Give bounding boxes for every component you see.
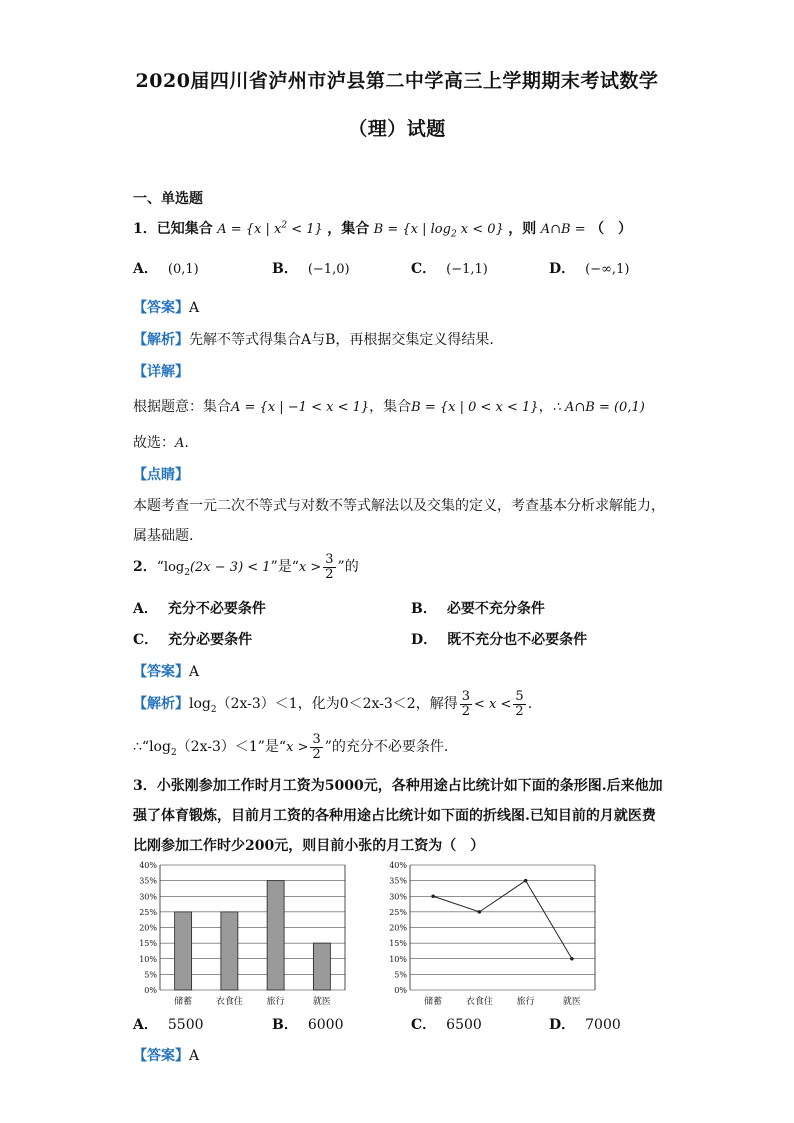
q1-set-b: B = {x | $\log_2 x < 0$} xyxy=(373,222,504,240)
bar-chart-y-tick-label: 5% xyxy=(144,970,157,980)
bar-chart-y-tick-label: 40% xyxy=(139,861,157,870)
paper-title-line-1: 2020届四川省泸州市泸县第二中学高三上学期期末考试数学 xyxy=(135,70,659,92)
bar-chart-bar xyxy=(221,912,238,990)
q2-option-a[interactable]: A． 充分不必要条件 xyxy=(133,601,266,617)
bar-chart-y-tick-label: 10% xyxy=(139,954,157,964)
line-chart-x-tick-label: 旅行 xyxy=(516,997,535,1007)
bar-chart-bar xyxy=(175,912,192,990)
q1-stem xyxy=(133,218,632,240)
q3-option-c[interactable]: C． 6500 xyxy=(411,1017,482,1033)
line-chart-y-tick-label: 40% xyxy=(389,861,407,870)
bar-chart-y-tick-label: 25% xyxy=(139,907,157,917)
bar-chart-bar xyxy=(313,943,330,990)
bar-chart-x-tick-label: 储蓄 xyxy=(174,997,193,1007)
q2-option-d[interactable]: D． 既不充分也不必要条件 xyxy=(411,632,588,648)
line-chart-y-tick-label: 35% xyxy=(389,876,407,886)
q1-detail-heading: 【详解】 xyxy=(133,364,189,380)
q1-comment-line-1: 本题考查一元二次不等式与对数不等式解法以及交集的定义，考查基本分析求解能力， xyxy=(133,498,665,514)
q1-analysis: 【解析】先解不等式得集合A与B，再根据交集定义得结果. xyxy=(133,332,494,348)
q1-option-c[interactable]: C． (−1,1) xyxy=(411,261,488,277)
line-chart-x-tick-label: 储蓄 xyxy=(424,997,443,1007)
line-chart-y-tick-label: 0% xyxy=(394,986,407,995)
q3-stem-line-2: 强了体育锻炼，目前月工资的各种用途占比统计如下面的折线图.已知目前的月就医费 xyxy=(133,808,656,824)
bar-chart-y-tick-label: 30% xyxy=(139,892,157,902)
bar-chart-x-tick-label: 就医 xyxy=(312,997,331,1007)
q3-answer: 【答案】A xyxy=(133,1048,200,1064)
bar-chart-y-tick-label: 15% xyxy=(139,939,157,949)
q1-set-a: A = {x | $x^2 < 1$} xyxy=(217,220,323,237)
bar-chart-bar xyxy=(267,881,284,990)
bar-chart-x-tick-label: 旅行 xyxy=(266,997,285,1007)
q3-stem-line-1: 3．小张刚参加工作时月工资为5000元，各种用途占比统计如下面的条形图.后来他加 xyxy=(133,778,663,794)
q2-answer: 【答案】A xyxy=(133,664,200,680)
line-chart-x-tick-label: 衣食住 xyxy=(465,997,493,1007)
bar-chart-y-tick-label: 20% xyxy=(139,923,157,933)
line-chart-y-tick-label: 15% xyxy=(389,939,407,949)
line-chart-point xyxy=(478,910,482,914)
q1-answer: 【答案】A xyxy=(133,300,200,316)
q2-analysis: 【解析】$\log_2(2x-3)<1$，化为0＜2x-3＜2，解得 $\frac{3}{2}$ < x < $\frac{5}{2}$ . xyxy=(133,689,533,719)
q2-conclusion: $\therefore“\log_2(2x-3)<1$”是“x > $\frac{3}{2}$ ”的充分不必要条件. xyxy=(133,732,449,762)
q3-line-chart xyxy=(380,860,605,1010)
line-chart-y-tick-label: 10% xyxy=(389,954,407,964)
bar-chart-y-tick-label: 35% xyxy=(139,876,157,886)
q1-option-d[interactable]: D． (−∞,1) xyxy=(549,261,630,277)
q1-expression: A∩B = xyxy=(540,222,586,237)
q1-comment-heading: 【点睛】 xyxy=(133,467,189,483)
line-chart-y-tick-label: 25% xyxy=(389,907,407,917)
q1-option-b[interactable]: B． (−1,0) xyxy=(272,261,350,277)
line-chart-x-tick-label: 就医 xyxy=(562,997,581,1007)
bar-chart-x-tick-label: 衣食住 xyxy=(215,997,243,1007)
q2-stem: 2．“$\log_2(2x - 3) < 1$”是“x > $\frac{3}{2}$ ”的 xyxy=(133,552,359,582)
q1-detail: 根据题意：集合A = {x | −1 < x < 1}，集合B = {x | 0 < x < 1}，∴ A∩B = (0,1) xyxy=(133,399,645,415)
paper-title-line-2: （理）试题 xyxy=(348,118,446,140)
q3-bar-chart xyxy=(130,860,355,1010)
q1-comment-line-2: 属基础题. xyxy=(133,528,194,544)
line-chart-point xyxy=(570,957,574,961)
line-chart-point xyxy=(524,879,528,883)
q1-stem-mid: ，集合 xyxy=(327,221,370,237)
line-chart-y-tick-label: 20% xyxy=(389,923,407,933)
line-chart-point xyxy=(431,894,435,898)
q1-option-a[interactable]: A． (0,1) xyxy=(133,261,199,277)
q3-option-b[interactable]: B． 6000 xyxy=(272,1017,344,1033)
q1-choose: 故选：A. xyxy=(133,435,189,451)
line-chart-y-tick-label: 5% xyxy=(394,970,407,980)
q1-stem-prefix: 1．已知集合 xyxy=(133,221,213,237)
q1-stem-then: ，则 xyxy=(508,221,537,237)
section-heading: 一、单选题 xyxy=(133,191,203,207)
q3-option-a[interactable]: A． 5500 xyxy=(133,1017,204,1033)
bar-chart-y-tick-label: 0% xyxy=(144,986,157,995)
line-chart-series-line xyxy=(433,881,572,959)
q2-option-b[interactable]: B． 必要不充分条件 xyxy=(411,601,545,617)
q3-stem-line-3: 比刚参加工作时少200元，则目前小张的月工资为（ ） xyxy=(133,838,485,854)
q1-answer-blank: （ ） xyxy=(590,221,633,237)
q2-option-c[interactable]: C． 充分必要条件 xyxy=(133,632,253,648)
line-chart-y-tick-label: 30% xyxy=(389,892,407,902)
q3-option-d[interactable]: D． 7000 xyxy=(549,1017,621,1033)
